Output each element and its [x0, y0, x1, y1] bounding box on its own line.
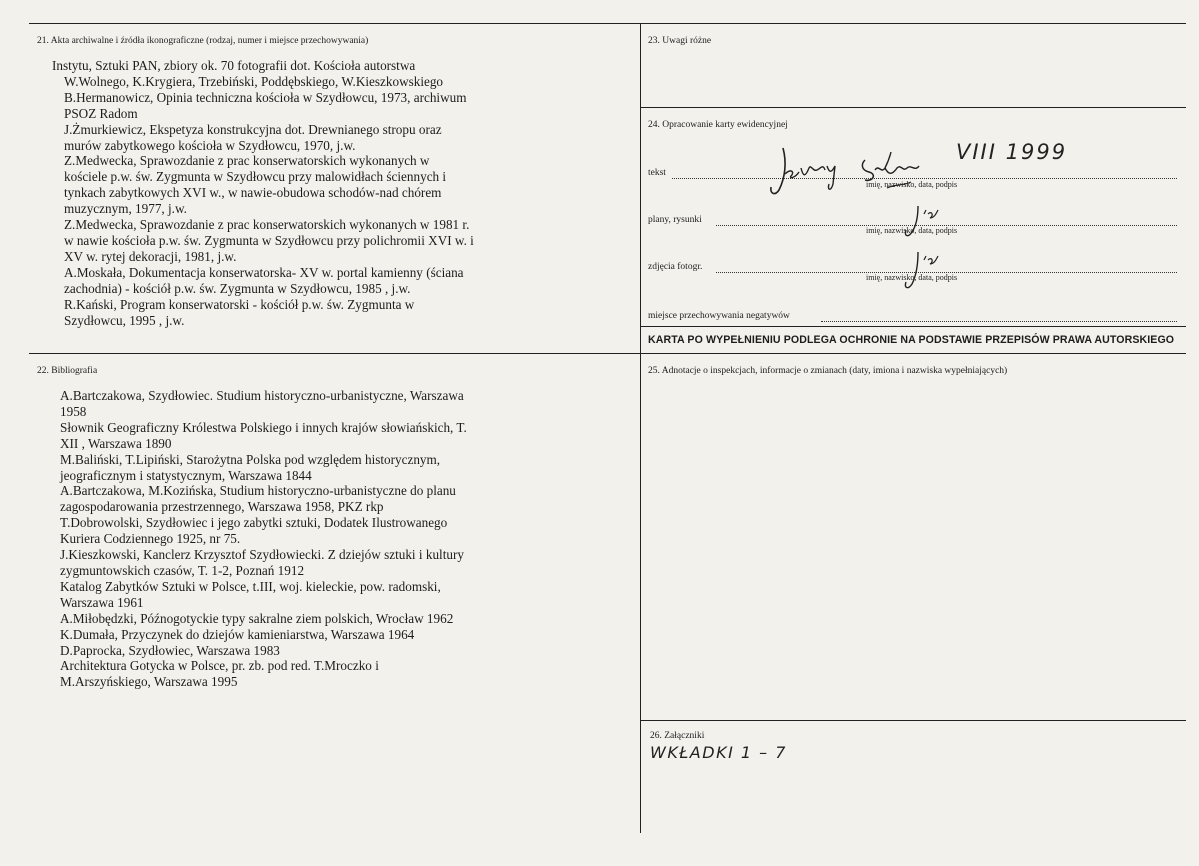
negatywy-dotted-line	[821, 321, 1177, 322]
bibliography-line: A.Bartczakowa, Szydłowiec. Studium historyczno-urbanistyczne, Warszawa	[60, 388, 464, 403]
archive-line: R.Kański, Program konserwatorski - kościół p.w. św. Zygmunta w	[64, 296, 415, 312]
section-25-header: 25. Adnotacje o inspekcjach, informacje o zmianach (daty, imiona i nazwiska wypełniających)	[648, 366, 1008, 376]
archive-line: muzycznym, 1977, j.w.	[64, 201, 187, 217]
section-21-archive-list	[52, 58, 474, 328]
bibliography-line: jeograficznym i statystycznym, Warszawa 1844	[60, 467, 312, 483]
archive-line: Instytu, Sztuki PAN, zbiory ok. 70 fotografii dot. Kościoła autorstwa	[52, 58, 416, 73]
tekst-signature-caption: imię, nazwisko, data, podpis	[866, 180, 958, 189]
archive-line: A.Moskała, Dokumentacja konserwatorska- XV w. portal kamienny (ściana	[64, 264, 464, 280]
right-rule-24-bottom	[640, 353, 1186, 354]
bibliography-line: K.Dumała, Przyczynek do dziejów kamieniarstwa, Warszawa 1964	[60, 626, 415, 642]
plany-label: plany, rysunki	[648, 215, 702, 225]
section-21-header: 21. Akta archiwalne i źródła ikonograficzne (rodzaj, numer i miejsce przechowywania)	[37, 36, 369, 46]
left-mid-rule	[29, 353, 641, 354]
top-rule	[29, 23, 1186, 24]
handwritten-signature-tekst	[765, 138, 958, 203]
archive-line: tynkach zabytkowych XVI w., w nawie-obudowa schodów-nad chórem	[64, 185, 442, 201]
archive-line: zachodnia) - kościół p.w. św. Zygmunta w Szydłowcu, 1985 , j.w.	[64, 280, 411, 296]
bibliography-line: Architektura Gotycka w Polsce, pr. zb. pod red. T.Mroczko i	[60, 658, 379, 674]
bibliography-line: zagospodarowania przestrzennego, Warszawa 1958, PKZ rkp	[60, 499, 384, 515]
handwritten-initials-zdjecia	[892, 248, 952, 296]
section-23-header: 23. Uwagi różne	[648, 36, 712, 46]
archive-line: Z.Medwecka, Sprawozdanie z prac konserwatorskich wykonanych w 1981 r.	[64, 217, 470, 233]
bibliography-line: Warszawa 1961	[60, 594, 144, 610]
right-rule-26	[640, 720, 1186, 721]
bibliography-line: Katalog Zabytków Sztuki w Polsce, t.III, woj. kieleckie, pow. radomski,	[60, 578, 441, 594]
archive-line: W.Wolnego, K.Krygiera, Trzebiński, Poddębskiego, W.Kieszkowskiego	[64, 73, 444, 89]
tekst-label: tekst	[648, 168, 666, 178]
bibliography-line: D.Paprocka, Szydłowiec, Warszawa 1983	[60, 642, 280, 658]
section-26-header: 26. Załączniki	[650, 731, 705, 741]
archive-line: w nawie kościoła p.w. św. Zygmunta w Szydłowcu przy polichromii XVI w. i	[64, 232, 474, 248]
archive-line: XV w. rytej dekoracji, 1981, j.w.	[64, 248, 237, 264]
bibliography-line: XII , Warszawa 1890	[60, 435, 172, 451]
bibliography-line: Kuriera Codziennego 1925, nr 75.	[60, 531, 241, 547]
handwritten-date: VIII 1999	[956, 140, 1068, 164]
bibliography-line: M.Baliński, T.Lipiński, Starożytna Polska pod względem historycznym,	[60, 451, 441, 467]
section-22-header: 22. Bibliografia	[37, 366, 98, 376]
archive-line: kościele p.w. św. Zygmunta w Szydłowcu przy malowidłach ściennych i	[64, 169, 447, 185]
bibliography-line: 1958	[60, 403, 87, 419]
zdjecia-signature-caption: imię, nazwisko, data, podpis	[866, 273, 958, 282]
plany-signature-caption: imię, nazwisko, data, podpis	[866, 226, 958, 235]
archive-line: PSOZ Radom	[64, 105, 138, 121]
handwritten-attachments: WKŁADKI 1 – 7	[650, 743, 787, 762]
archive-line: Szydłowcu, 1995 , j.w.	[64, 312, 185, 328]
archive-line: J.Żmurkiewicz, Ekspetyza konstrukcyjna dot. Drewnianego stropu oraz	[64, 121, 442, 137]
handwritten-initials-plany	[892, 202, 952, 242]
bibliography-line: A.Miłobędzki, Późnogotyckie typy sakralne ziem polskich, Wrocław 1962	[60, 610, 454, 626]
bibliography-line: M.Arszyńskiego, Warszawa 1995	[60, 674, 238, 690]
section-22-bibliography-list	[48, 388, 467, 690]
section-24-header: 24. Opracowanie karty ewidencyjnej	[648, 120, 788, 130]
archive-line: B.Hermanowicz, Opinia techniczna kościoła w Szydłowcu, 1973, archiwum	[64, 89, 467, 105]
bibliography-line: A.Bartczakowa, M.Kozińska, Studium historyczno-urbanistyczne do planu	[60, 483, 456, 499]
right-rule-24-top	[640, 326, 1186, 327]
negatywy-label: miejsce przechowywania negatywów	[648, 311, 790, 321]
bibliography-line: J.Kieszkowski, Kanclerz Krzysztof Szydłowiecki. Z dziejów sztuki i kultury	[60, 547, 464, 563]
bibliography-line: T.Dobrowolski, Szydłowiec i jego zabytki sztuki, Dodatek Ilustrowanego	[60, 515, 448, 531]
copyright-notice: KARTA PO WYPEŁNIENIU PODLEGA OCHRONIE NA PODSTAWIE PRZEPISÓW PRAWA AUTORSKIEGO	[648, 334, 1175, 346]
right-rule-23	[640, 107, 1186, 108]
center-divider	[640, 23, 641, 833]
bibliography-line: zygmuntowskich czasów, T. 1-2, Poznań 1912	[60, 562, 305, 578]
archive-line: murów zabytkowego kościoła w Szydłowcu, 1970, j.w.	[64, 137, 356, 153]
zdjecia-label: zdjęcia fotogr.	[648, 262, 703, 272]
bibliography-line: Słownik Geograficzny Królestwa Polskiego i innych krajów słowiańskich, T.	[60, 419, 467, 435]
archive-line: Z.Medwecka, Sprawozdanie z prac konserwatorskich wykonanych w	[64, 153, 430, 169]
